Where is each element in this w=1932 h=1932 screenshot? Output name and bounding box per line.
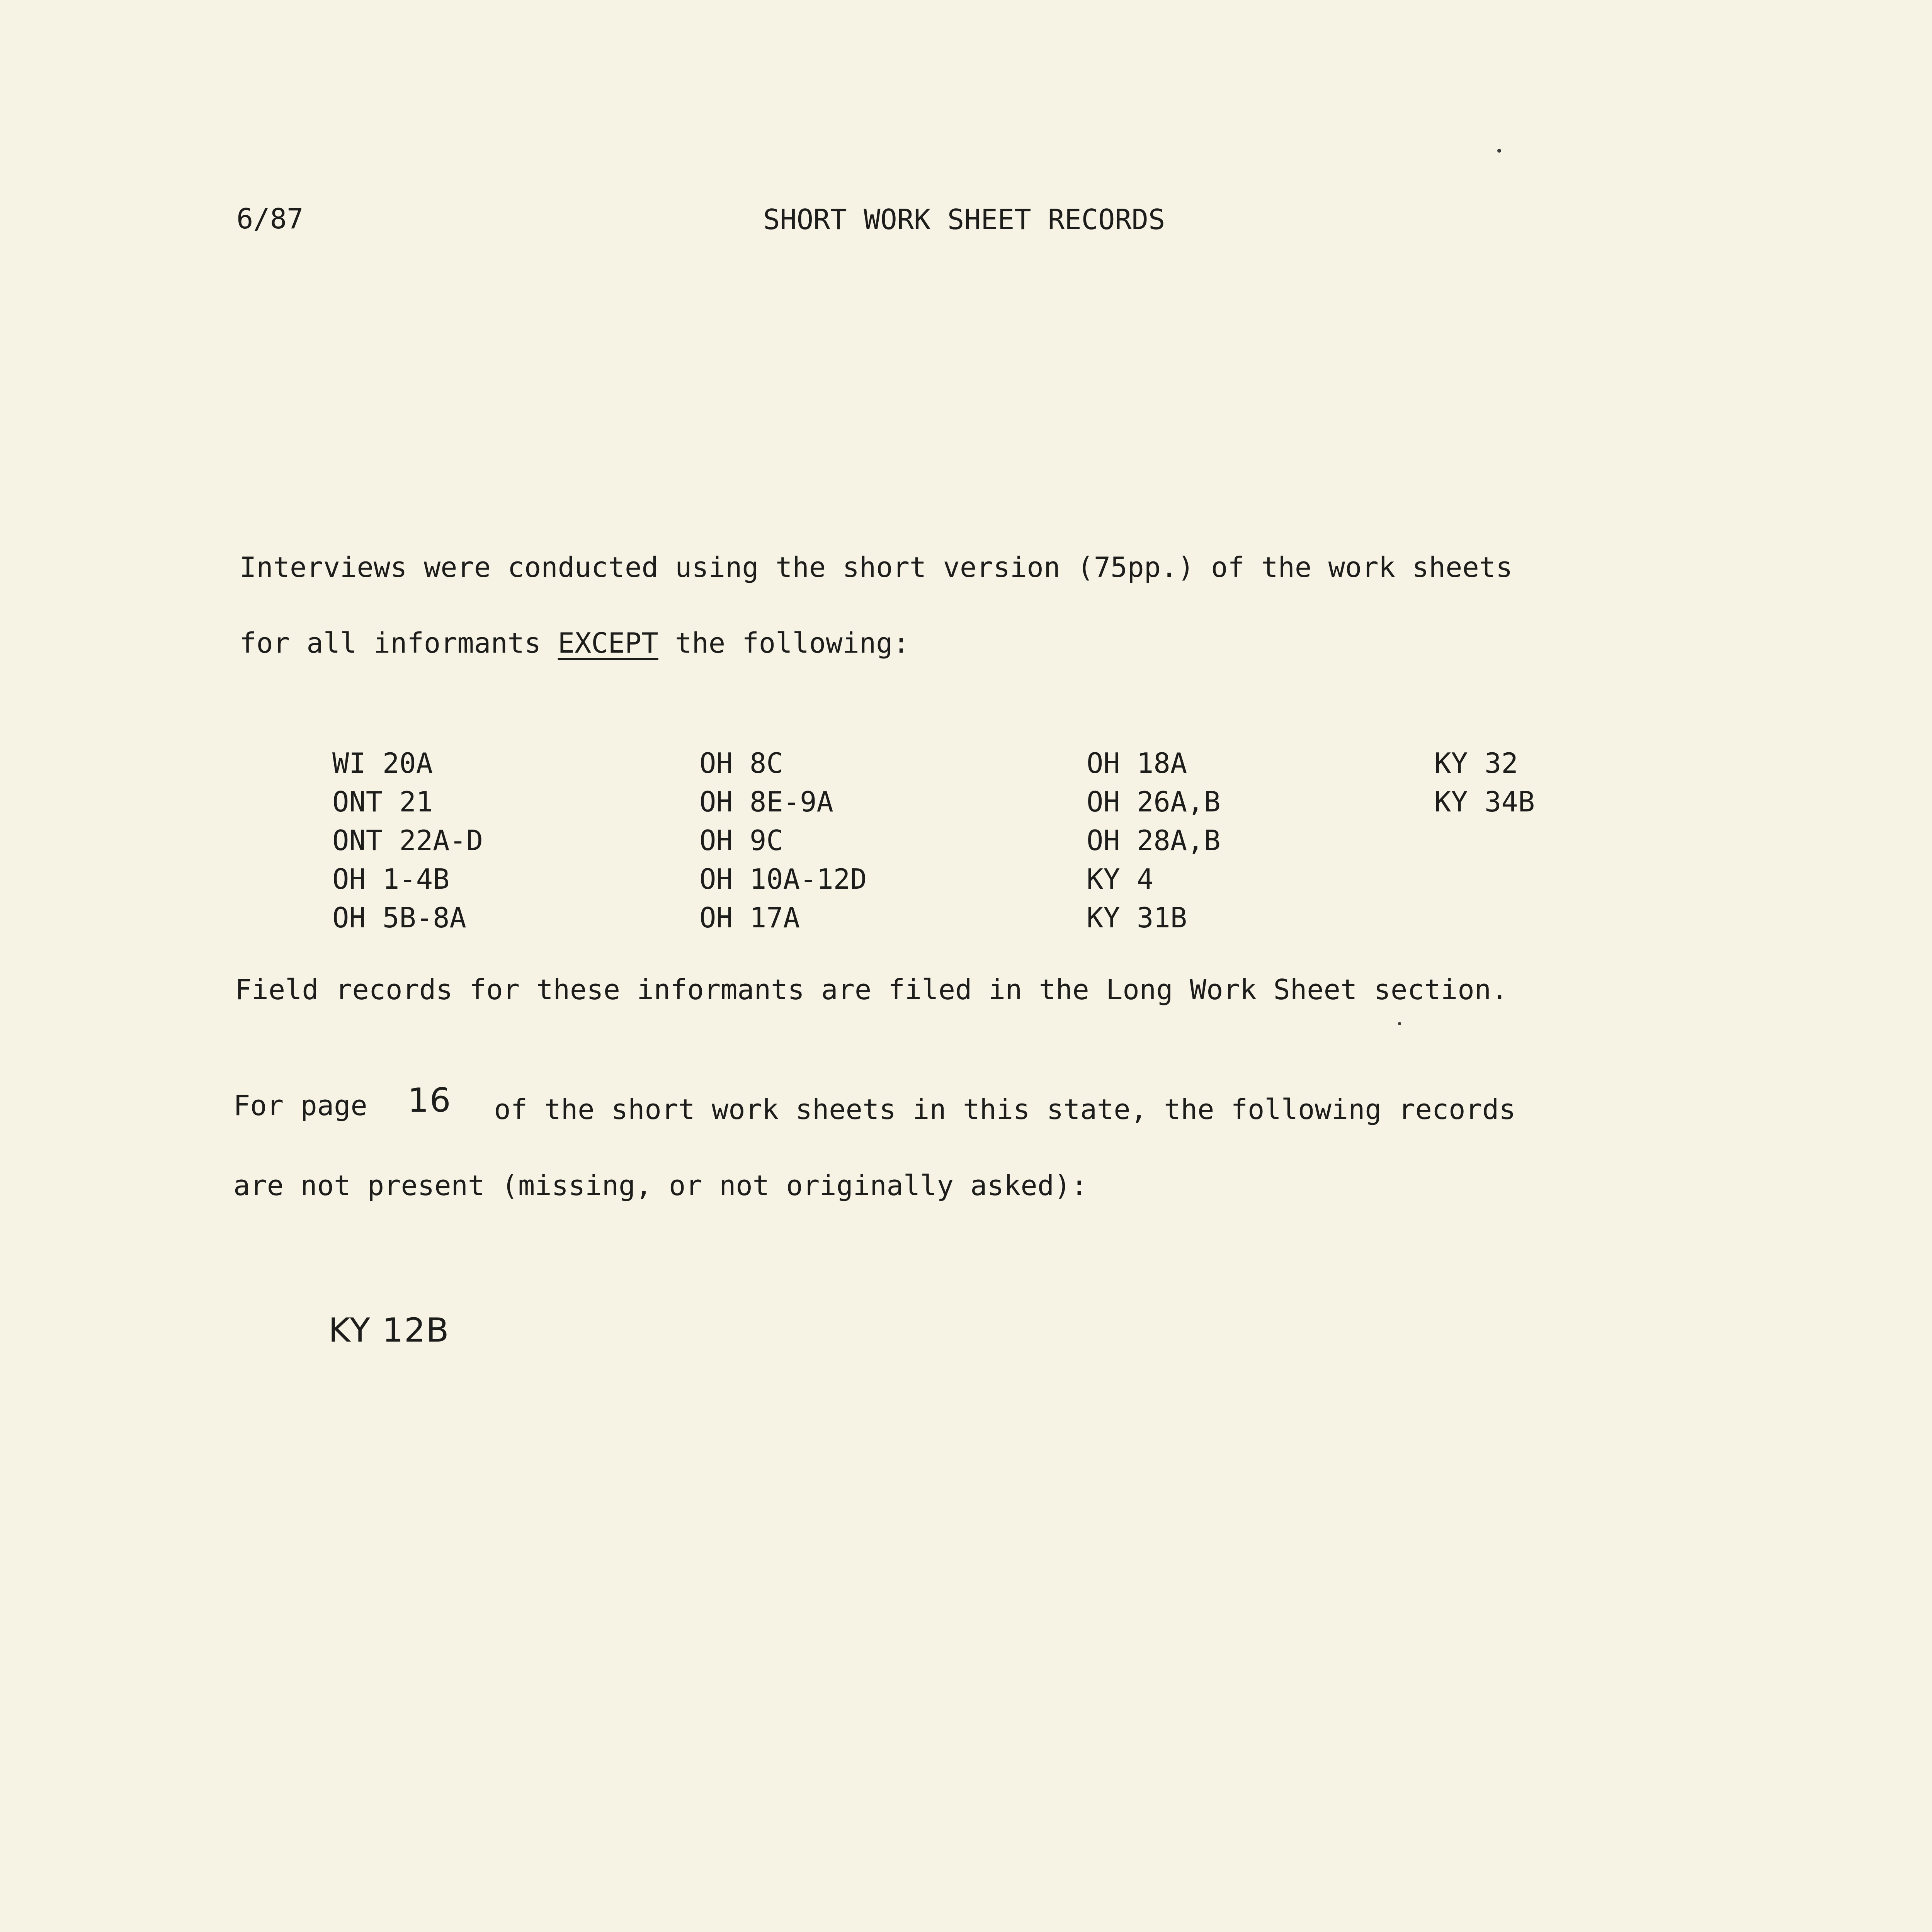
intro-line-2 [240,629,910,657]
list-item: KY 4 [1087,863,1154,895]
paper-speck [1497,149,1501,153]
list-item: KY 34B [1434,786,1535,818]
list-item: OH 28A,B [1087,824,1221,857]
list-item: OH 18A [1087,747,1187,779]
list-item: OH 9C [699,824,783,857]
list-item: WI 20A [332,747,433,779]
exceptions-column-2 [699,744,867,937]
intro-line-1: Interviews were conducted using the short version (75pp.) of the work sheets [240,551,1513,583]
list-item: OH 1-4B [332,863,450,895]
list-item: OH 17A [699,901,800,934]
document-date: 6/87 [236,202,304,235]
missing-line-1-prefix: For page [233,1089,384,1122]
list-item: OH 5B-8A [332,901,466,934]
handwritten-missing-record: KY 12B [328,1311,450,1350]
intro-line-2-suffix: the following: [658,627,910,659]
missing-line-2: are not present (missing, or not originally asked): [233,1169,1088,1202]
list-item: OH 8E-9A [699,786,833,818]
missing-line-1-suffix: of the short work sheets in this state, the following records [477,1093,1516,1126]
handwritten-page-number: 16 [408,1081,452,1120]
exceptions-column-1 [332,744,483,937]
list-item: ONT 21 [332,786,433,818]
exceptions-column-3 [1087,744,1221,937]
intro-line-2-prefix: for all informants [240,627,558,659]
paper-speck [1398,1022,1401,1025]
exceptions-column-4 [1434,744,1535,821]
except-emphasis: EXCEPT [558,627,658,659]
filing-note: Field records for these informants are filed in the Long Work Sheet section. [235,973,1508,1006]
list-item: OH 10A-12D [699,863,867,895]
list-item: KY 32 [1434,747,1518,779]
list-item: OH 8C [699,747,783,779]
list-item: ONT 22A-D [332,824,483,857]
list-item: KY 31B [1087,901,1187,934]
list-item: OH 26A,B [1087,786,1221,818]
document-title: SHORT WORK SHEET RECORDS [763,203,1165,236]
